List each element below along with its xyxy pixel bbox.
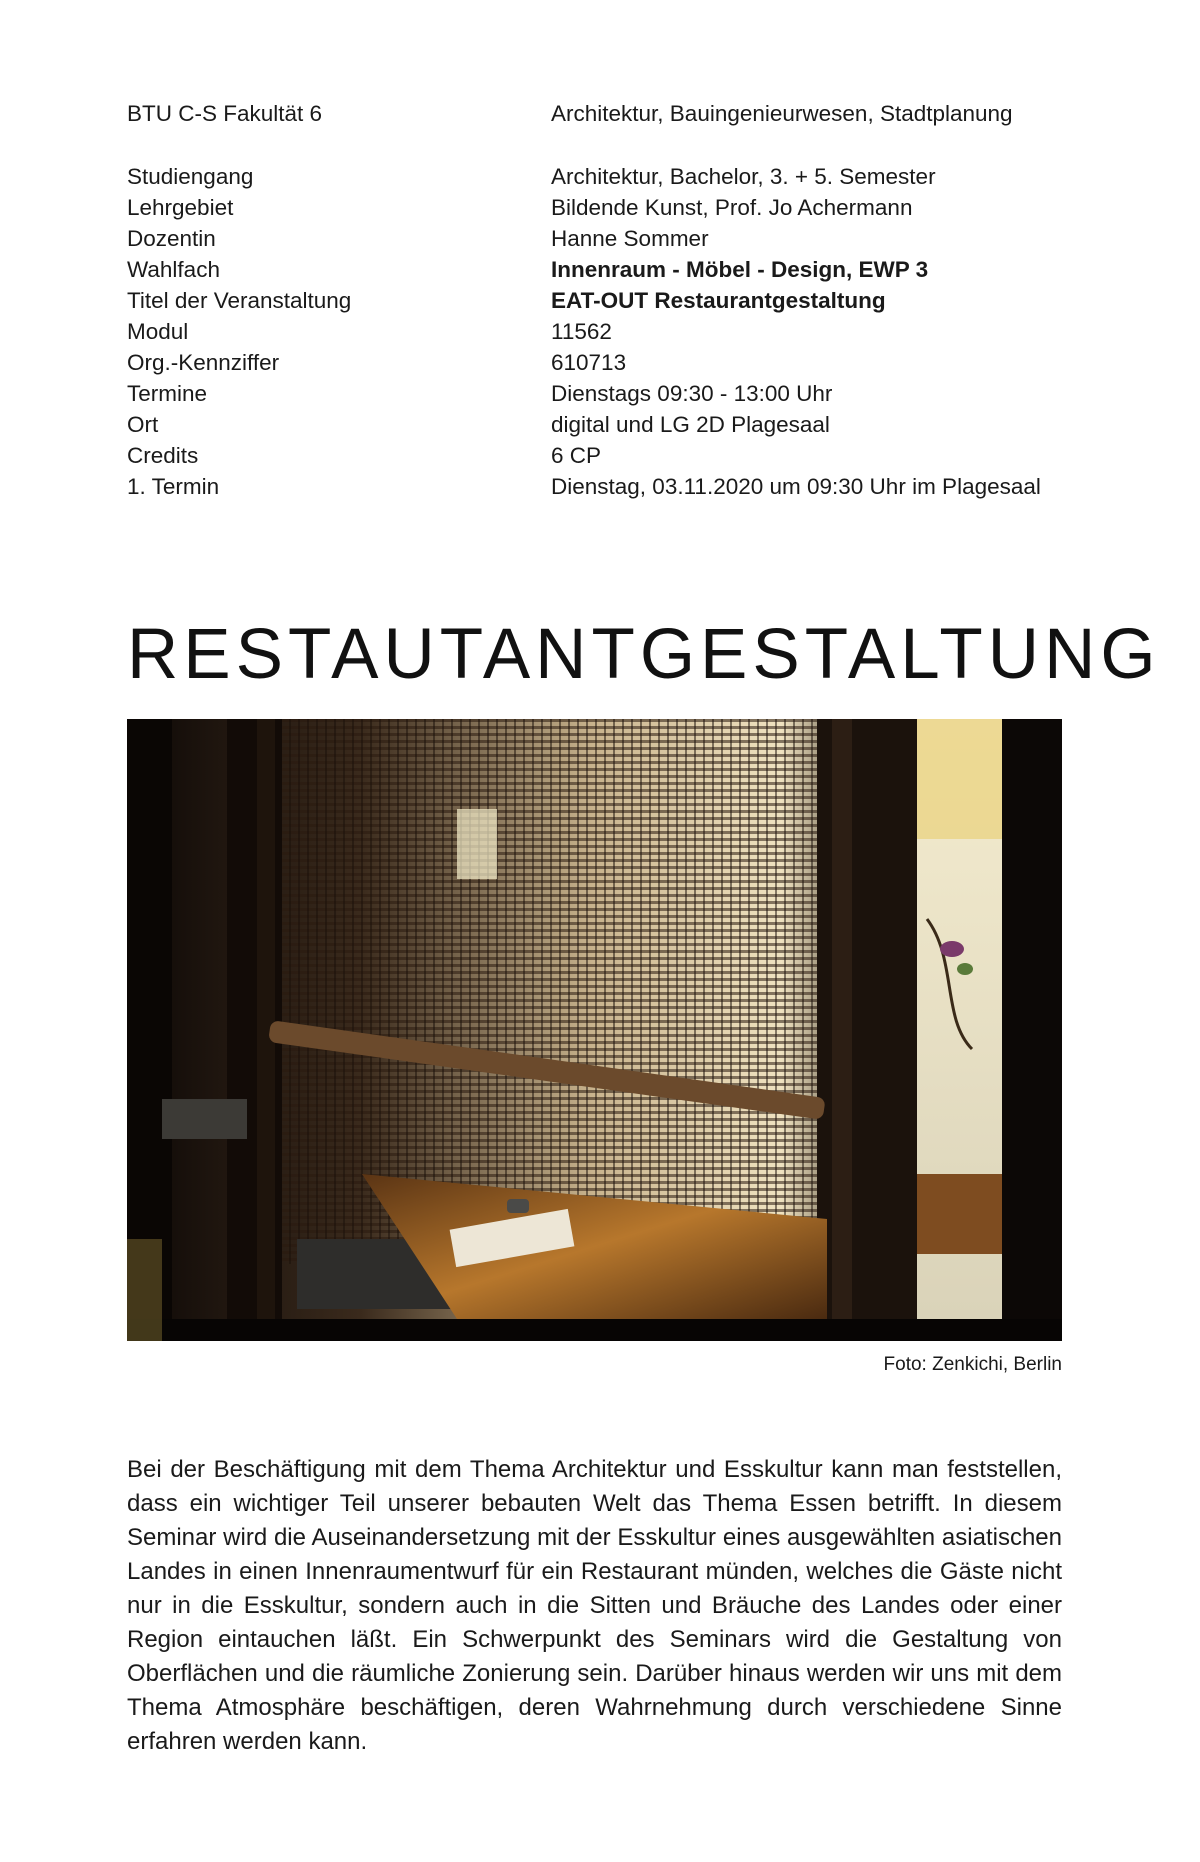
info-label: Studiengang	[127, 164, 254, 189]
restaurant-photo	[127, 719, 1062, 1341]
info-value: Bildende Kunst, Prof. Jo Achermann	[551, 195, 913, 220]
info-label: Lehrgebiet	[127, 195, 234, 220]
info-label: Credits	[127, 443, 199, 468]
info-label: Titel der Veranstaltung	[127, 288, 352, 313]
info-value: Architektur, Bachelor, 3. + 5. Semester	[551, 164, 936, 189]
faculty-label: BTU C-S Fakultät 6	[127, 101, 323, 126]
info-label: Termine	[127, 381, 208, 406]
info-row-dozentin	[127, 223, 1067, 254]
info-value: Innenraum - Möbel - Design, EWP 3	[551, 257, 929, 282]
info-label: 1. Termin	[127, 474, 220, 499]
info-label: Dozentin	[127, 226, 216, 251]
info-value: EAT-OUT Restaurantgestaltung	[551, 288, 886, 313]
info-value: 610713	[551, 350, 627, 375]
faculty-value: Architektur, Bauingenieurwesen, Stadtplanung	[551, 101, 1013, 126]
info-row-lehrgebiet	[127, 192, 1067, 223]
info-value: digital und LG 2D Plagesaal	[551, 412, 830, 437]
page-title: RESTAUTANTGESTALTUNG	[127, 615, 1161, 694]
info-row-credits	[127, 440, 1067, 471]
info-label: Ort	[127, 412, 159, 437]
info-label: Modul	[127, 319, 189, 344]
faculty-row	[127, 98, 1067, 129]
info-row-ort	[127, 409, 1067, 440]
info-row-kennziffer	[127, 347, 1067, 378]
info-value: Hanne Sommer	[551, 226, 709, 251]
info-value: 6 CP	[551, 443, 602, 468]
info-row-modul	[127, 316, 1067, 347]
restaurant-photo-illustration	[127, 719, 1062, 1341]
info-row-wahlfach	[127, 254, 1067, 285]
info-row-termine	[127, 378, 1067, 409]
body-paragraph: Bei der Beschäftigung mit dem Thema Architektur und Esskultur kann man feststellen, dass ein wichtiger Teil unserer bebauten Welt das Thema Essen betrifft. In diesem Seminar wird die Auseinandersetzung mit der Esskultur eines ausgewählten asiatischen Landes in einen Innenraumentwurf für ein Restaurant münden, welches die Gäste nicht nur in die Esskultur, sondern auch in die Sitten und Bräuche des Landes oder einer Region eintauchen läßt. Ein Schwerpunkt des Seminars wird die Gestaltung von Oberflächen und die räumliche Zonierung sein. Darüber hinaus werden wir uns mit dem Thema Atmosphäre beschäftigen, deren Wahrnehmung durch verschiedene Sinne erfahren werden kann.	[127, 1456, 1062, 1755]
info-label: Wahlfach	[127, 257, 220, 282]
info-row-erster-termin	[127, 471, 1067, 502]
info-row-studiengang	[127, 161, 1067, 192]
photo-caption: Foto: Zenkichi, Berlin	[883, 1354, 1062, 1375]
info-value: Dienstag, 03.11.2020 um 09:30 Uhr im Plagesaal	[551, 474, 1041, 499]
info-label: Org.-Kennziffer	[127, 350, 280, 375]
info-value: 11562	[551, 319, 612, 344]
info-row-titel	[127, 285, 1067, 316]
info-value: Dienstags 09:30 - 13:00 Uhr	[551, 381, 833, 406]
